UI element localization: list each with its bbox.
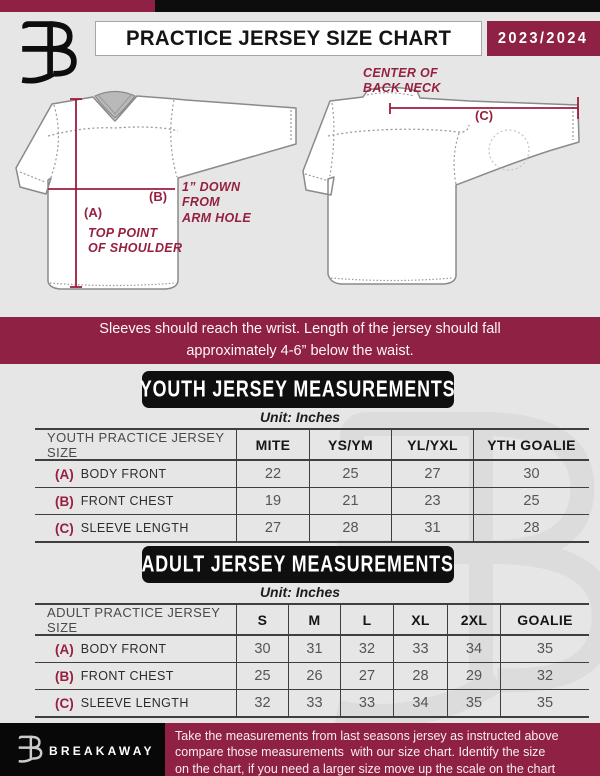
breakaway-logo-icon (16, 14, 78, 90)
value-cell: 30 (237, 636, 289, 662)
footer-note-line3: on the chart, if you need a larger size move up the scale on the chart (175, 761, 556, 776)
row-label-cell: (C) SLEEVE LENGTH (35, 515, 237, 541)
column-header: YTH GOALIE (487, 436, 576, 453)
value-cell: 23 (392, 488, 474, 514)
row-label-cell: (A) BODY FRONT (35, 636, 237, 662)
page-title-box (95, 21, 482, 56)
fit-notice-line2: approximately 4-6” below the waist. (186, 342, 414, 359)
footer-note-line2: compare those measurements with our size chart. Identify the size (175, 745, 546, 760)
annotation-c-desc: CENTER OF BACK NECK (363, 66, 441, 96)
youth-section-heading: YOUTH JERSEY MEASUREMENTS (142, 371, 454, 408)
column-header: GOALIE (517, 611, 573, 628)
column-header: M (289, 605, 341, 634)
table-row (35, 488, 589, 515)
value-cell: 27 (392, 461, 474, 487)
column-header: YOUTH PRACTICE JERSEY SIZE (35, 430, 237, 459)
value-cell: 28 (523, 520, 540, 536)
value-cell: 31 (392, 515, 474, 541)
table-header-row (35, 430, 589, 461)
table-row (35, 515, 589, 541)
table-row (35, 663, 589, 690)
youth-measurements-table (35, 428, 589, 543)
value-cell: 35 (536, 695, 554, 711)
column-header: 2XL (448, 605, 501, 634)
fit-notice-line1: Sleeves should reach the wrist. Length of the jersey should fall (99, 320, 501, 337)
table-row (35, 690, 589, 716)
value-cell: 25 (237, 663, 289, 689)
breakaway-logo-small-icon (16, 732, 43, 766)
brand-name: BREAKAWAY (49, 744, 155, 758)
youth-unit-label: Unit: Inches (259, 409, 341, 425)
value-cell: 32 (341, 636, 394, 662)
row-label-cell: (C) SLEEVE LENGTH (35, 690, 237, 716)
value-cell: 31 (289, 636, 341, 662)
table-row (35, 461, 589, 488)
value-cell: 26 (289, 663, 341, 689)
value-cell: 34 (448, 636, 501, 662)
value-cell: 29 (448, 663, 501, 689)
row-label-cell: (A) BODY FRONT (35, 461, 237, 487)
top-accent-bar-black (155, 0, 600, 12)
value-cell: 32 (237, 690, 289, 716)
value-cell: 21 (310, 488, 392, 514)
value-cell: 19 (237, 488, 310, 514)
annotation-a-key: (A) (84, 205, 103, 220)
value-cell: 33 (289, 690, 341, 716)
value-cell: 30 (523, 466, 540, 482)
jersey-back-illustration (303, 87, 579, 284)
footer-brand-panel (0, 723, 165, 776)
column-header: YL/YXL (392, 430, 474, 459)
footer-instructions-panel (165, 723, 600, 776)
jersey-diagrams-illustration (0, 78, 600, 304)
footer-note-line1: Take the measurements from last seasons jersey as instructed above (175, 729, 559, 743)
season-badge (487, 21, 600, 56)
column-header: L (341, 605, 394, 634)
annotation-b-key: (B) (149, 189, 168, 204)
value-cell: 35 (448, 690, 501, 716)
value-cell: 32 (536, 668, 554, 684)
value-cell: 28 (310, 515, 392, 541)
column-header: YS/YM (310, 430, 392, 459)
value-cell: 27 (341, 663, 394, 689)
value-cell: 35 (536, 641, 554, 657)
table-header-row (35, 605, 589, 636)
value-cell: 22 (237, 461, 310, 487)
value-cell: 33 (394, 636, 448, 662)
annotation-a-desc: TOP POINT OF SHOULDER (88, 226, 183, 256)
row-label-cell: (B) FRONT CHEST (35, 663, 237, 689)
top-accent-bar-maroon (0, 0, 155, 12)
value-cell: 28 (394, 663, 448, 689)
column-header: XL (394, 605, 448, 634)
row-label-cell: (B) FRONT CHEST (35, 488, 237, 514)
season-label: 2023/2024 (498, 29, 589, 47)
page-title: PRACTICE JERSEY SIZE CHART (125, 26, 452, 50)
value-cell: 25 (523, 493, 540, 509)
value-cell: 25 (310, 461, 392, 487)
adult-section-heading: ADULT JERSEY MEASUREMENTS (142, 546, 454, 583)
value-cell: 34 (394, 690, 448, 716)
annotation-c-key: (C) (475, 108, 494, 123)
annotation-b-desc: 1” DOWN FROM ARM HOLE (182, 180, 252, 225)
column-header: MITE (237, 430, 310, 459)
value-cell: 33 (341, 690, 394, 716)
adult-unit-label: Unit: Inches (259, 584, 341, 600)
adult-measurements-table (35, 603, 589, 718)
column-header: ADULT PRACTICE JERSEY SIZE (35, 605, 237, 634)
fit-notice-banner (0, 317, 600, 364)
table-row (35, 636, 589, 663)
value-cell: 27 (237, 515, 310, 541)
column-header: S (237, 605, 289, 634)
